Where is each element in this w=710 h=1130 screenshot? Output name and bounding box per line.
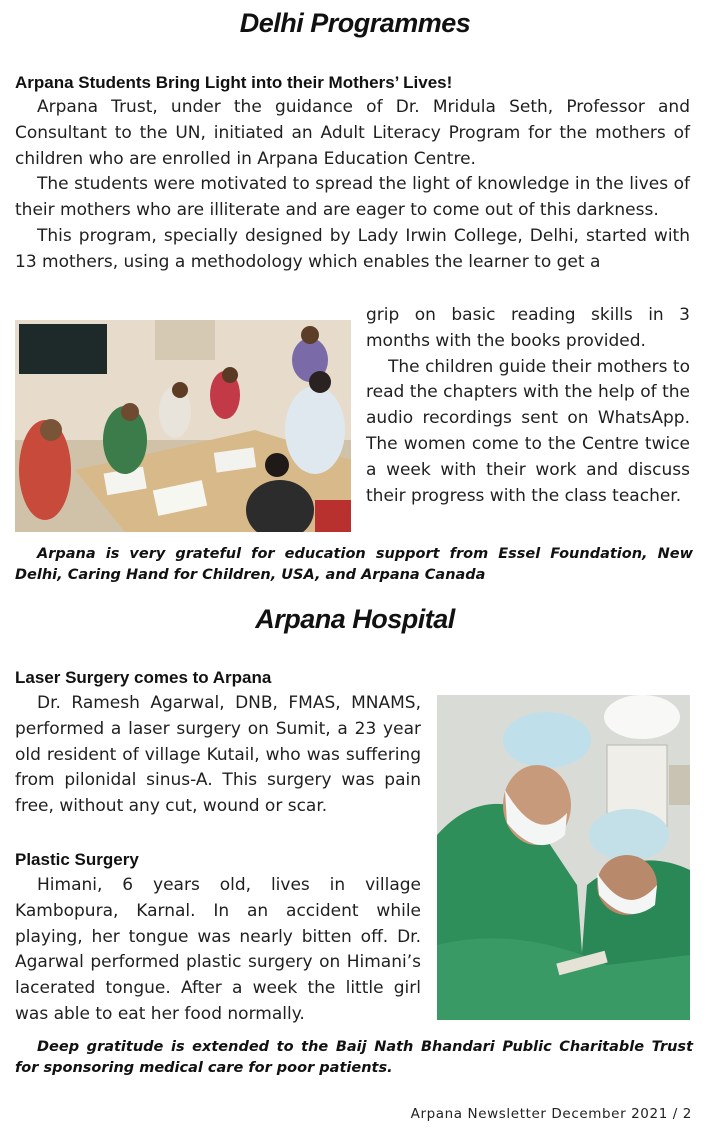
delhi-para-3-end: grip on basic reading skills in 3 months with the books provided. [366, 305, 690, 351]
hospital-thanks-note: Deep gratitude is extended to the Baij Nath Bhandari Public Charitable Trust for sponsoring medical care for poor patients. [15, 1039, 693, 1076]
delhi-thanks-note: Arpana is very grateful for education support from Essel Foundation, New Delhi, Caring Hand for Children, USA, and Arpana Canada [15, 546, 693, 583]
surgery-photo-image [437, 695, 690, 1020]
classroom-photo [15, 320, 351, 532]
delhi-article-side [366, 303, 690, 509]
section-title-delhi: Delhi Programmes [239, 8, 471, 38]
delhi-para-4: The children guide their mothers to read the chapters with the help of the audio recordings sent on WhatsApp. The women come to the Centre twice a week with their work and discuss their progress with the class teacher. [366, 356, 690, 506]
laser-article [15, 691, 421, 820]
plastic-article [15, 873, 421, 1028]
laser-para: Dr. Ramesh Agarwal, DNB, FMAS, MNAMS, performed a laser surgery on Sumit, a 23 year old resident of village Kutail, who was suffering from pilonidal sinus-A. This surgery was pain free, without any cut, wound or scar. [15, 693, 421, 817]
headline-plastic-surgery: Plastic Surgery [15, 850, 139, 869]
headline-arpana-students: Arpana Students Bring Light into their Mothers’ Lives! [15, 73, 453, 92]
delhi-para-2: The students were motivated to spread the light of knowledge in the lives of their mothers who are illiterate and are eager to come out of this darkness. [15, 174, 690, 221]
delhi-article-top [15, 95, 690, 276]
delhi-para-1: Arpana Trust, under the guidance of Dr. Mridula Seth, Professor and Consultant to the UN, initiated an Adult Literacy Program for the mothers of children who are enrolled in Arpana Education Centre. [15, 97, 690, 169]
section-title-hospital: Arpana Hospital [255, 604, 455, 634]
newsletter-footer: Arpana Newsletter December 2021 / 2 [410, 1106, 692, 1122]
delhi-para-3-start: This program, specially designed by Lady Irwin College, Delhi, started with 13 mothers, using a methodology which enables the learner to get a [15, 225, 690, 272]
classroom-photo-image [15, 320, 351, 532]
headline-laser-surgery: Laser Surgery comes to Arpana [15, 668, 272, 687]
surgery-photo [437, 695, 690, 1020]
plastic-para: Himani, 6 years old, lives in village Kambopura, Karnal. In an accident while playing, her tongue was nearly bitten off. Dr. Agarwal performed plastic surgery on Himani’s lacerated tongue. After a week the little girl was able to eat her food normally. [15, 875, 421, 1024]
